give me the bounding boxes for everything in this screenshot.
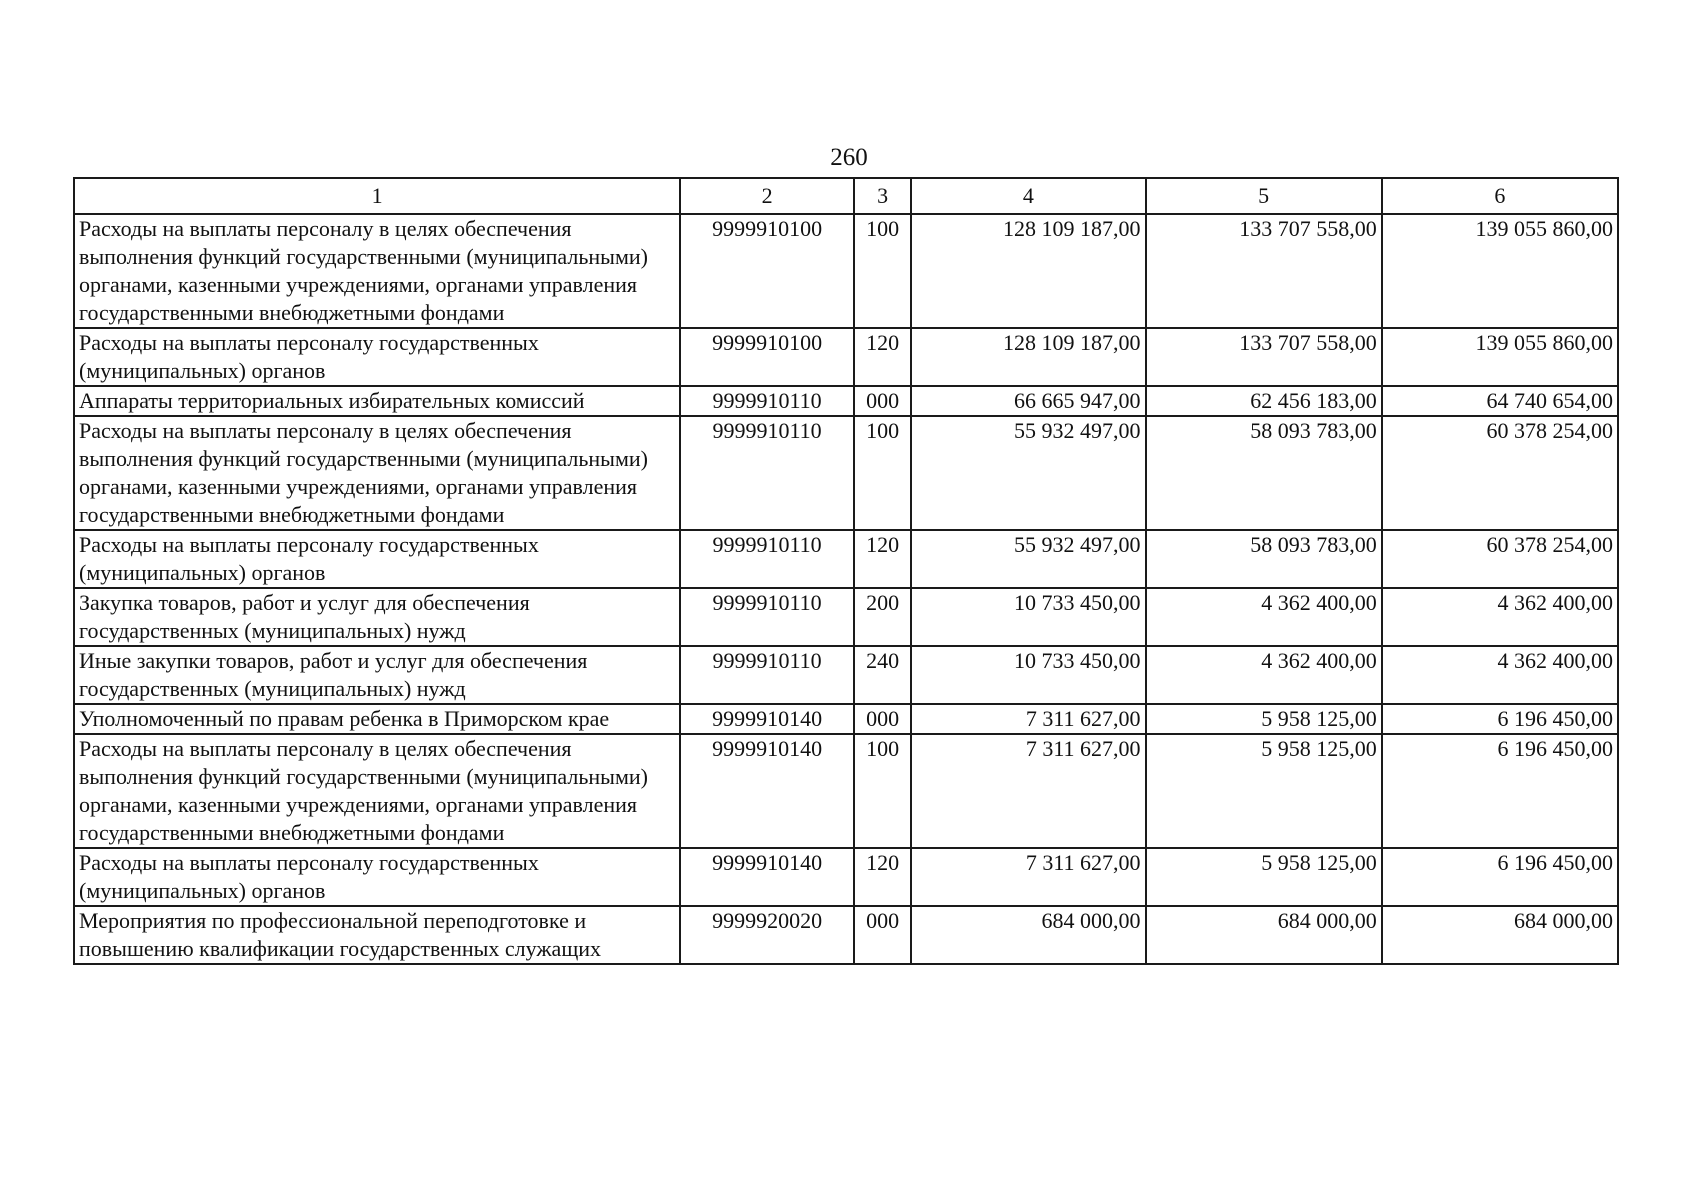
amount-col4: 7 311 627,00 (911, 848, 1145, 906)
amount-col4: 128 109 187,00 (911, 214, 1145, 328)
target-code: 9999910110 (680, 588, 854, 646)
amount-col6: 6 196 450,00 (1382, 734, 1618, 848)
expense-name: Закупка товаров, работ и услуг для обеспечения государственных (муниципальных) нужд (74, 588, 680, 646)
expense-type-code: 000 (854, 704, 911, 734)
expense-name: Расходы на выплаты персоналу в целях обеспечения выполнения функций государственными (муниципальными) органами, казенными учреждениями, органами управления государственными внебюджетными фондами (74, 734, 680, 848)
table-row (74, 646, 1618, 704)
expense-type-code: 000 (854, 906, 911, 964)
amount-col5: 58 093 783,00 (1146, 416, 1382, 530)
expense-type-code: 200 (854, 588, 911, 646)
target-code: 9999910140 (680, 704, 854, 734)
column-header: 2 (680, 178, 854, 214)
table-row (74, 416, 1618, 530)
expense-type-code: 120 (854, 530, 911, 588)
amount-col6: 139 055 860,00 (1382, 328, 1618, 386)
amount-col4: 128 109 187,00 (911, 328, 1145, 386)
amount-col6: 684 000,00 (1382, 906, 1618, 964)
expense-name: Аппараты территориальных избирательных комиссий (74, 386, 680, 416)
target-code: 9999920020 (680, 906, 854, 964)
expense-type-code: 120 (854, 328, 911, 386)
column-header: 4 (911, 178, 1145, 214)
target-code: 9999910100 (680, 328, 854, 386)
table-row (74, 214, 1618, 328)
table-row (74, 328, 1618, 386)
expense-type-code: 000 (854, 386, 911, 416)
table-header (74, 178, 1618, 214)
target-code: 9999910110 (680, 530, 854, 588)
amount-col6: 139 055 860,00 (1382, 214, 1618, 328)
target-code: 9999910110 (680, 386, 854, 416)
amount-col5: 5 958 125,00 (1146, 704, 1382, 734)
column-header: 3 (854, 178, 911, 214)
amount-col6: 64 740 654,00 (1382, 386, 1618, 416)
expense-name: Уполномоченный по правам ребенка в Приморском крае (74, 704, 680, 734)
amount-col5: 62 456 183,00 (1146, 386, 1382, 416)
expense-name: Расходы на выплаты персоналу государственных (муниципальных) органов (74, 328, 680, 386)
expense-name: Расходы на выплаты персоналу государственных (муниципальных) органов (74, 848, 680, 906)
table-row (74, 848, 1618, 906)
column-header: 6 (1382, 178, 1618, 214)
amount-col5: 4 362 400,00 (1146, 588, 1382, 646)
amount-col6: 4 362 400,00 (1382, 588, 1618, 646)
amount-col6: 6 196 450,00 (1382, 848, 1618, 906)
table-row (74, 530, 1618, 588)
target-code: 9999910140 (680, 848, 854, 906)
amount-col4: 7 311 627,00 (911, 734, 1145, 848)
table-row (74, 906, 1618, 964)
amount-col4: 7 311 627,00 (911, 704, 1145, 734)
amount-col5: 5 958 125,00 (1146, 734, 1382, 848)
expense-type-code: 100 (854, 416, 911, 530)
table-row (74, 704, 1618, 734)
expense-type-code: 100 (854, 214, 911, 328)
table-row (74, 588, 1618, 646)
page-number: 260 (830, 144, 868, 171)
amount-col6: 6 196 450,00 (1382, 704, 1618, 734)
expense-name: Расходы на выплаты персоналу в целях обеспечения выполнения функций государственными (муниципальными) органами, казенными учреждениями, органами управления государственными внебюджетными фондами (74, 416, 680, 530)
amount-col5: 5 958 125,00 (1146, 848, 1382, 906)
amount-col5: 133 707 558,00 (1146, 328, 1382, 386)
expense-name: Расходы на выплаты персоналу в целях обеспечения выполнения функций государственными (муниципальными) органами, казенными учреждениями, органами управления государственными внебюджетными фондами (74, 214, 680, 328)
table-row (74, 386, 1618, 416)
amount-col5: 133 707 558,00 (1146, 214, 1382, 328)
amount-col5: 58 093 783,00 (1146, 530, 1382, 588)
amount-col4: 66 665 947,00 (911, 386, 1145, 416)
amount-col4: 10 733 450,00 (911, 588, 1145, 646)
table-body (74, 214, 1618, 964)
column-header: 5 (1146, 178, 1382, 214)
target-code: 9999910110 (680, 646, 854, 704)
expense-type-code: 240 (854, 646, 911, 704)
expense-name: Мероприятия по профессиональной переподготовке и повышению квалификации государственных служащих (74, 906, 680, 964)
amount-col4: 55 932 497,00 (911, 416, 1145, 530)
amount-col5: 684 000,00 (1146, 906, 1382, 964)
amount-col6: 4 362 400,00 (1382, 646, 1618, 704)
header-row (74, 178, 1618, 214)
amount-col4: 684 000,00 (911, 906, 1145, 964)
budget-table (73, 177, 1619, 965)
expense-name: Иные закупки товаров, работ и услуг для обеспечения государственных (муниципальных) нужд (74, 646, 680, 704)
target-code: 9999910110 (680, 416, 854, 530)
amount-col6: 60 378 254,00 (1382, 530, 1618, 588)
column-header: 1 (74, 178, 680, 214)
expense-type-code: 100 (854, 734, 911, 848)
table-row (74, 734, 1618, 848)
expense-name: Расходы на выплаты персоналу государственных (муниципальных) органов (74, 530, 680, 588)
amount-col5: 4 362 400,00 (1146, 646, 1382, 704)
target-code: 9999910100 (680, 214, 854, 328)
amount-col4: 55 932 497,00 (911, 530, 1145, 588)
amount-col6: 60 378 254,00 (1382, 416, 1618, 530)
amount-col4: 10 733 450,00 (911, 646, 1145, 704)
expense-type-code: 120 (854, 848, 911, 906)
target-code: 9999910140 (680, 734, 854, 848)
